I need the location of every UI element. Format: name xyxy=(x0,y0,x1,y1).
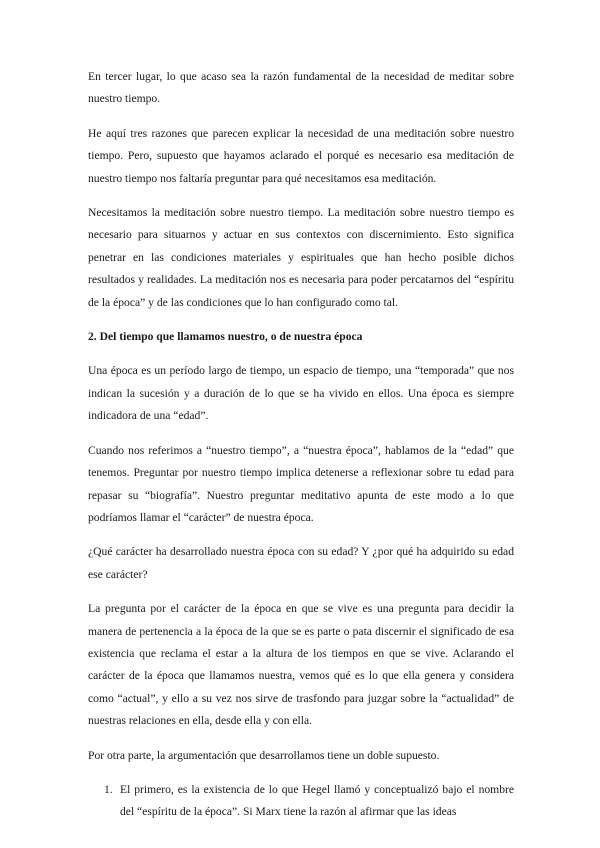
numbered-list xyxy=(88,779,514,824)
paragraph-1: En tercer lugar, lo que acaso sea la razón fundamental de la necesidad de meditar sobre nuestro tiempo. xyxy=(88,70,514,106)
document-body xyxy=(88,66,514,824)
paragraph-5: Cuando nos referimos a “nuestro tiempo”, a “nuestra época”, hablamos de la “edad” que tenemos. Preguntar por nuestro tiempo implica detenerse a reflexionar sobre tu edad para repasar su “biografía”. Nuestro preguntar meditativo apunta de este modo a lo que podríamos llamar el “carácter” de nuestra época. xyxy=(88,443,514,524)
list-item-number: 1. xyxy=(104,782,113,796)
paragraph-2: He aquí tres razones que parecen explicar la necesidad de una meditación sobre nuestro tiempo. Pero, supuesto que hayamos aclarado el porqué es necesario esa meditación de nuestro tiempo nos faltaría preguntar para qué necesitamos esa meditación. xyxy=(88,126,514,185)
list-item-text: El primero, es la existencia de lo que Hegel llamó y conceptualizó bajo el nombre del “espíritu de la época”. Si Marx tiene la razón al afirmar que las ideas xyxy=(120,782,514,819)
paragraph-7: La pregunta por el carácter de la época en que se vive es una pregunta para decidir la manera de pertenencia a la época de la que se es parte o pata discernir el significado de esa existencia que reclama el estar a la altura de los tiempos en que se vive. Aclarando el carácter de la época que llamamos nuestra, vemos qué es lo que ella genera y considera como “actual”, y ello a su vez nos sirve de trasfondo para juzgar sobre la “actualidad” de nuestras relaciones en ella, desde ella y con ella. xyxy=(88,602,514,728)
paragraph-6: ¿Qué carácter ha desarrollado nuestra época con su edad? Y ¿por qué ha adquirido su edad ese carácter? xyxy=(88,545,514,581)
paragraph-3: Necesitamos la meditación sobre nuestro tiempo. La meditación sobre nuestro tiempo es necesario para situarnos y actuar en sus contextos con discernimiento. Esto significa penetrar en las condiciones materiales y espirituales que han hecho posible dichos resultados y realidades. La meditación nos es necesaria para poder percatarnos del “espíritu de la época” y de las condiciones que lo han configurado como tal. xyxy=(88,206,514,309)
section-heading: 2. Del tiempo que llamamos nuestro, o de nuestra época xyxy=(88,330,363,344)
paragraph-4: Una época es un período largo de tiempo, un espacio de tiempo, una “temporada” que nos indican la sucesión y a duración de lo que se ha vivido en ellos. Una época es siempre indicadora de una “edad”. xyxy=(88,364,514,423)
paragraph-8: Por otra parte, la argumentación que desarrollamos tiene un doble supuesto. xyxy=(88,748,440,762)
list-item xyxy=(104,779,514,824)
